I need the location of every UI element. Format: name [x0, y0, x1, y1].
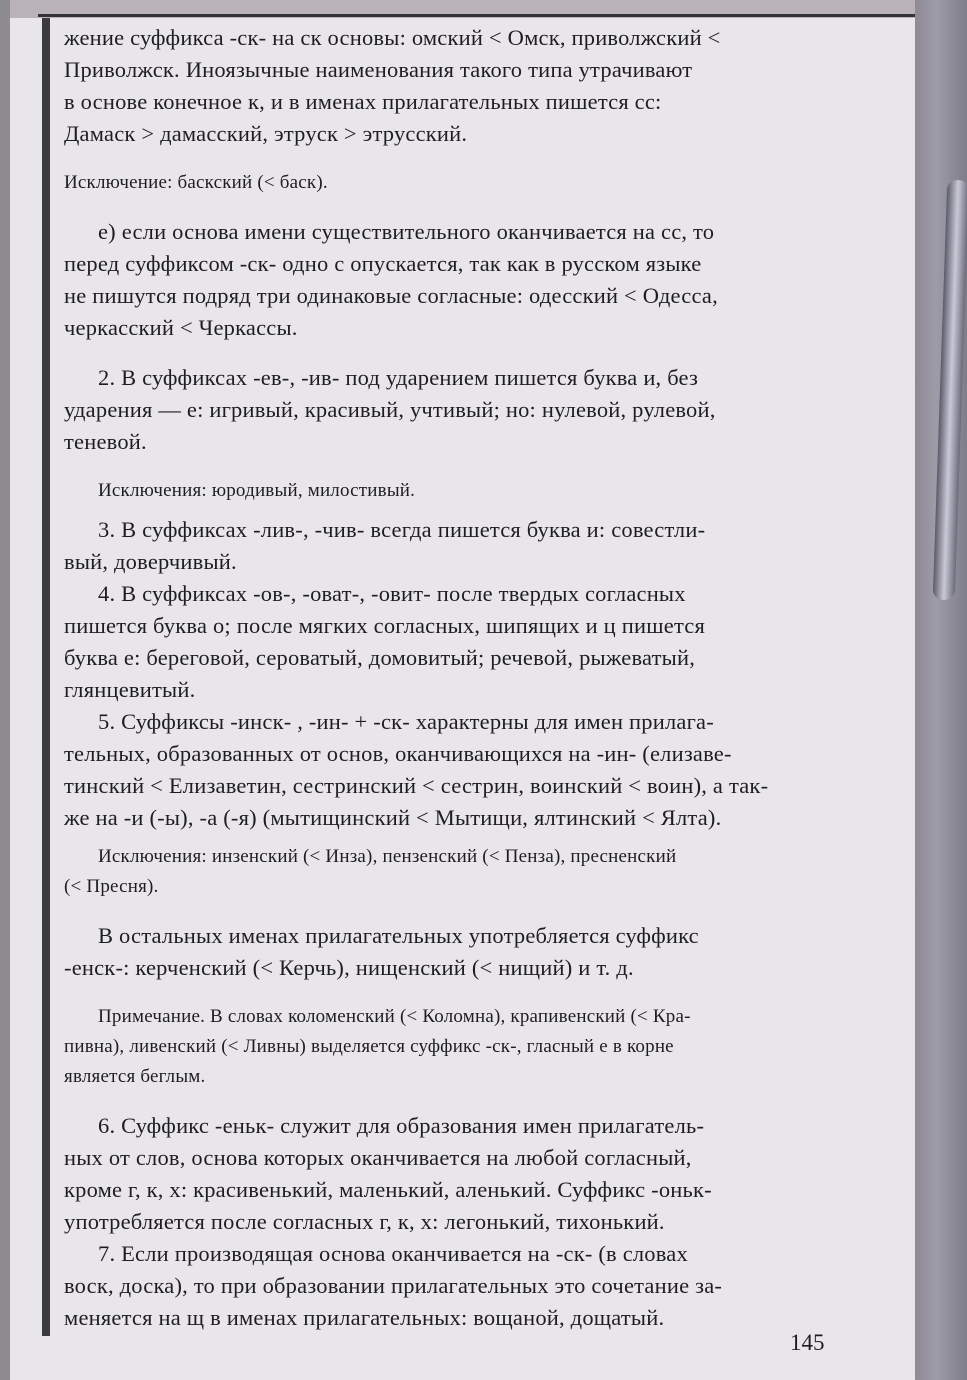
text-line: Приволжск. Иноязычные наименования такого типа утрачивают [64, 57, 693, 82]
book-page [10, 0, 915, 1380]
text-line: -енск-: керченский (< Керчь), нищенский (< нищий) и т. д. [64, 955, 634, 980]
exception-note: Исключения: инзенский (< Инза), пензенский (< Пенза), пресненский [98, 846, 677, 867]
text-line: меняется на щ в именах прилагательных: вощаной, дощатый. [64, 1305, 665, 1330]
text-line: тинский < Елизаветин, сестринский < сестрин, воинский < воин), а так- [64, 773, 769, 798]
text-line: же на -и (-ы), -а (-я) (мытищинский < Мытищи, ялтинский < Ялта). [64, 805, 722, 830]
rule-2: 2. В суффиксах -ев-, -ив- под ударением пишется буква и, без [98, 365, 699, 390]
text-line: пишется буква о; после мягких согласных, шипящих и ц пишется [64, 613, 705, 638]
text-line: вый, доверчивый. [64, 549, 237, 574]
exception-note: Исключения: юродивый, милостивый. [98, 480, 416, 501]
text-line: жение суффикса -ск- на ск основы: омский < Омск, приволжский < [64, 25, 721, 50]
text-line: употребляется после согласных г, к, х: легонький, тихонький. [64, 1209, 665, 1234]
rule-7: 7. Если производящая основа оканчивается на -ск- (в словах [98, 1241, 688, 1266]
left-margin-bar [42, 18, 50, 1336]
rule-4: 4. В суффиксах -ов-, -оват-, -овит- после твердых согласных [98, 581, 686, 606]
rule-5: 5. Суффиксы -инск- , -ин- + -ск- характерны для имен прилага- [98, 709, 714, 734]
note: пивна), ливенский (< Ливны) выделяется суффикс -ск-, гласный е в корне [64, 1036, 674, 1057]
text-line: в основе конечное к, и в именах прилагательных пишется сс: [64, 89, 662, 114]
page-number: 145 [790, 1330, 825, 1355]
text-line: черкасский < Черкассы. [64, 315, 298, 340]
text-line: перед суффиксом -ск- одно с опускается, так как в русском языке [64, 251, 702, 276]
note: Примечание. В словах коломенский (< Коломна), крапивенский (< Кра- [98, 1006, 691, 1027]
text-line: Дамаск > дамасский, этруск > этрусский. [64, 121, 468, 146]
text-line: не пишутся подряд три одинаковые согласные: одесский < Одесса, [64, 283, 718, 308]
text-line: теневой. [64, 429, 147, 454]
text-line: воск, доска), то при образовании прилагательных это сочетание за- [64, 1273, 723, 1298]
rule-6: 6. Суффикс -еньк- служит для образования имен прилагатель- [98, 1113, 705, 1138]
top-rule [38, 14, 915, 17]
note: является беглым. [64, 1066, 206, 1087]
text-line: ударения — е: игривый, красивый, учтивый; но: нулевой, рулевой, [64, 397, 716, 422]
text-line: буква е: береговой, сероватый, домовитый; речевой, рыжеватый, [64, 645, 696, 670]
page-text [58, 22, 863, 1334]
text-line: тельных, образованных от основ, оканчивающихся на -ин- (елизаве- [64, 741, 732, 766]
text-line: глянцевитый. [64, 677, 196, 702]
text-line: е) если основа имени существительного оканчивается на сс, то [98, 219, 715, 244]
rule-3: 3. В суффиксах -лив-, -чив- всегда пишется буква и: совестли- [98, 517, 706, 542]
text-line: кроме г, к, х: красивенький, маленький, аленький. Суффикс -оньк- [64, 1177, 712, 1202]
text-line: ных от слов, основа которых оканчивается на любой согласный, [64, 1145, 692, 1170]
exception-note: (< Пресня). [64, 876, 159, 897]
exception-note: Исключение: баскский (< баск). [64, 172, 328, 193]
text-line: В остальных именах прилагательных употребляется суффикс [98, 923, 699, 948]
